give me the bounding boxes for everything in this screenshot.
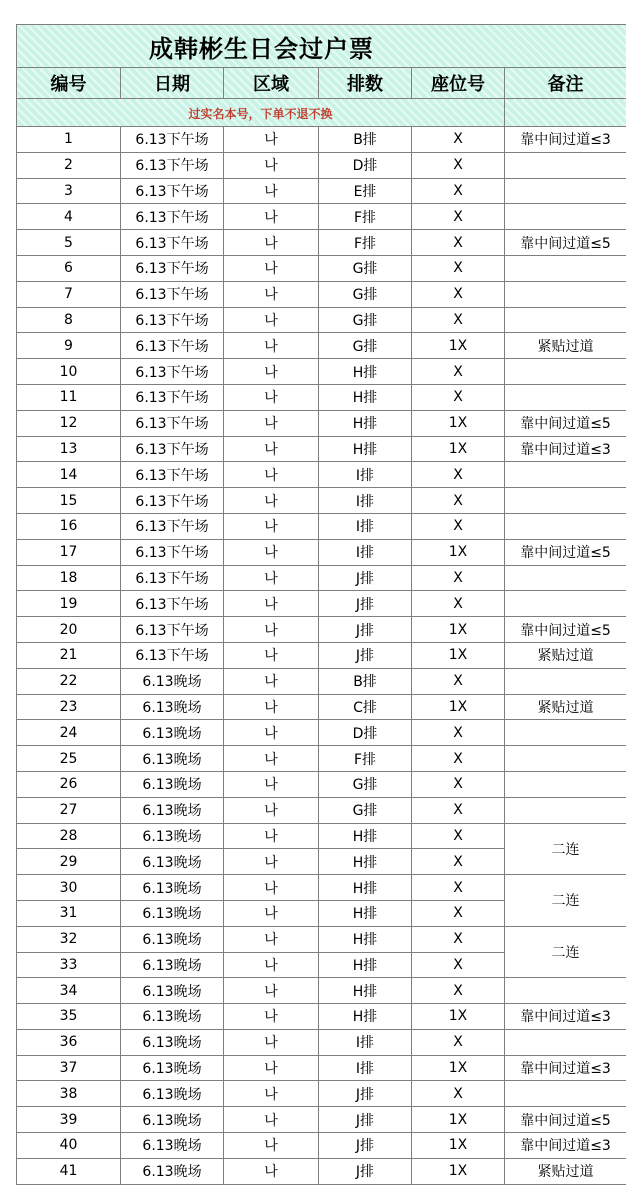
cell-seat: X: [412, 1029, 505, 1055]
cell-zone: 나: [224, 410, 319, 436]
cell-zone: 나: [224, 565, 319, 591]
cell-row: J排: [319, 617, 412, 643]
cell-date: 6.13晚场: [121, 1133, 224, 1159]
cell-note: [505, 668, 626, 694]
cell-zone: 나: [224, 333, 319, 359]
cell-note: 靠中间过道≤3: [505, 1055, 626, 1081]
cell-date: 6.13下午场: [121, 617, 224, 643]
cell-no: 12: [17, 410, 121, 436]
cell-row: I排: [319, 488, 412, 514]
cell-date: 6.13晚场: [121, 1055, 224, 1081]
cell-no: 2: [17, 152, 121, 178]
cell-date: 6.13晚场: [121, 900, 224, 926]
table-row: [17, 1081, 626, 1107]
cell-no: 25: [17, 746, 121, 772]
cell-seat: X: [412, 152, 505, 178]
cell-no: 40: [17, 1133, 121, 1159]
cell-note: [505, 771, 626, 797]
cell-note: 二连: [505, 823, 626, 875]
cell-zone: 나: [224, 1029, 319, 1055]
cell-seat: X: [412, 926, 505, 952]
table-row: [17, 720, 626, 746]
cell-zone: 나: [224, 823, 319, 849]
cell-zone: 나: [224, 694, 319, 720]
cell-date: 6.13下午场: [121, 333, 224, 359]
cell-seat: X: [412, 230, 505, 256]
cell-seat: X: [412, 255, 505, 281]
cell-row: I排: [319, 539, 412, 565]
cell-note: 二连: [505, 926, 626, 978]
cell-note: [505, 255, 626, 281]
ticket-sheet: [16, 24, 626, 1185]
cell-note: 靠中间过道≤3: [505, 436, 626, 462]
title-cell: [17, 25, 626, 68]
cell-note: 靠中间过道≤3: [505, 1133, 626, 1159]
header-no: 编号: [17, 68, 121, 99]
cell-no: 24: [17, 720, 121, 746]
cell-row: B排: [319, 127, 412, 153]
cell-date: 6.13晚场: [121, 875, 224, 901]
cell-no: 4: [17, 204, 121, 230]
cell-seat: 1X: [412, 642, 505, 668]
cell-zone: 나: [224, 230, 319, 256]
cell-zone: 나: [224, 900, 319, 926]
cell-no: 5: [17, 230, 121, 256]
cell-zone: 나: [224, 178, 319, 204]
cell-seat: X: [412, 771, 505, 797]
cell-no: 18: [17, 565, 121, 591]
cell-no: 41: [17, 1158, 121, 1184]
cell-note: 二连: [505, 875, 626, 927]
cell-date: 6.13晚场: [121, 746, 224, 772]
cell-no: 37: [17, 1055, 121, 1081]
cell-no: 19: [17, 591, 121, 617]
cell-note: [505, 204, 626, 230]
cell-no: 22: [17, 668, 121, 694]
cell-seat: X: [412, 797, 505, 823]
cell-date: 6.13晚场: [121, 720, 224, 746]
cell-no: 21: [17, 642, 121, 668]
cell-no: 32: [17, 926, 121, 952]
header-zone: 区域: [224, 68, 319, 99]
cell-no: 23: [17, 694, 121, 720]
cell-row: G排: [319, 307, 412, 333]
cell-zone: 나: [224, 617, 319, 643]
cell-seat: 1X: [412, 436, 505, 462]
cell-zone: 나: [224, 307, 319, 333]
table-row: [17, 462, 626, 488]
cell-date: 6.13下午场: [121, 178, 224, 204]
cell-note: 紧贴过道: [505, 333, 626, 359]
cell-no: 33: [17, 952, 121, 978]
cell-seat: 1X: [412, 1107, 505, 1133]
cell-date: 6.13下午场: [121, 204, 224, 230]
header-date: 日期: [121, 68, 224, 99]
cell-date: 6.13晚场: [121, 823, 224, 849]
cell-date: 6.13晚场: [121, 1107, 224, 1133]
table-row: [17, 359, 626, 385]
cell-note: [505, 1029, 626, 1055]
cell-date: 6.13晚场: [121, 1081, 224, 1107]
cell-row: H排: [319, 875, 412, 901]
cell-zone: 나: [224, 204, 319, 230]
table-row: [17, 204, 626, 230]
table-row: [17, 255, 626, 281]
cell-zone: 나: [224, 1081, 319, 1107]
cell-zone: 나: [224, 436, 319, 462]
cell-row: J排: [319, 565, 412, 591]
cell-note: 靠中间过道≤5: [505, 539, 626, 565]
cell-date: 6.13下午场: [121, 152, 224, 178]
cell-date: 6.13晚场: [121, 1158, 224, 1184]
table-row: [17, 488, 626, 514]
cell-no: 28: [17, 823, 121, 849]
cell-row: H排: [319, 849, 412, 875]
cell-zone: 나: [224, 127, 319, 153]
cell-seat: 1X: [412, 1004, 505, 1030]
cell-zone: 나: [224, 152, 319, 178]
cell-seat: X: [412, 668, 505, 694]
table-row: [17, 178, 626, 204]
cell-date: 6.13晚场: [121, 694, 224, 720]
cell-no: 17: [17, 539, 121, 565]
cell-date: 6.13晚场: [121, 952, 224, 978]
cell-seat: X: [412, 281, 505, 307]
cell-note: 靠中间过道≤3: [505, 127, 626, 153]
table-row: [17, 694, 626, 720]
cell-zone: 나: [224, 642, 319, 668]
cell-note: [505, 1081, 626, 1107]
cell-seat: 1X: [412, 694, 505, 720]
cell-seat: 1X: [412, 333, 505, 359]
cell-date: 6.13下午场: [121, 488, 224, 514]
table-row: [17, 127, 626, 153]
cell-date: 6.13下午场: [121, 462, 224, 488]
table-row: [17, 926, 626, 952]
cell-note: [505, 746, 626, 772]
cell-seat: X: [412, 204, 505, 230]
cell-no: 35: [17, 1004, 121, 1030]
cell-note: 靠中间过道≤5: [505, 617, 626, 643]
cell-zone: 나: [224, 1107, 319, 1133]
cell-date: 6.13晚场: [121, 797, 224, 823]
cell-no: 10: [17, 359, 121, 385]
cell-date: 6.13下午场: [121, 513, 224, 539]
cell-no: 9: [17, 333, 121, 359]
cell-date: 6.13下午场: [121, 281, 224, 307]
cell-row: H排: [319, 823, 412, 849]
cell-zone: 나: [224, 488, 319, 514]
table-row: [17, 1107, 626, 1133]
cell-note: [505, 462, 626, 488]
table-row: [17, 617, 626, 643]
cell-no: 7: [17, 281, 121, 307]
cell-seat: X: [412, 565, 505, 591]
cell-row: E排: [319, 178, 412, 204]
cell-no: 14: [17, 462, 121, 488]
cell-zone: 나: [224, 1158, 319, 1184]
cell-seat: X: [412, 849, 505, 875]
cell-row: J排: [319, 1158, 412, 1184]
table-row: [17, 436, 626, 462]
cell-row: G排: [319, 797, 412, 823]
cell-seat: X: [412, 488, 505, 514]
header-row: [17, 68, 626, 99]
cell-zone: 나: [224, 668, 319, 694]
ticket-rows: [17, 127, 626, 1185]
cell-note: [505, 591, 626, 617]
notice-text: 过实名本号，下单不退不换: [188, 107, 333, 121]
cell-zone: 나: [224, 978, 319, 1004]
cell-date: 6.13下午场: [121, 436, 224, 462]
cell-seat: X: [412, 1081, 505, 1107]
cell-no: 38: [17, 1081, 121, 1107]
cell-note: [505, 513, 626, 539]
cell-row: I排: [319, 513, 412, 539]
cell-date: 6.13晚场: [121, 926, 224, 952]
cell-seat: 1X: [412, 617, 505, 643]
cell-row: C排: [319, 694, 412, 720]
cell-note: 紧贴过道: [505, 642, 626, 668]
cell-row: H排: [319, 900, 412, 926]
cell-zone: 나: [224, 1055, 319, 1081]
table-row: [17, 1158, 626, 1184]
cell-zone: 나: [224, 1133, 319, 1159]
cell-zone: 나: [224, 875, 319, 901]
cell-zone: 나: [224, 591, 319, 617]
cell-date: 6.13晚场: [121, 849, 224, 875]
cell-seat: X: [412, 720, 505, 746]
cell-zone: 나: [224, 539, 319, 565]
cell-seat: 1X: [412, 1055, 505, 1081]
cell-no: 26: [17, 771, 121, 797]
cell-row: I排: [319, 462, 412, 488]
cell-seat: X: [412, 462, 505, 488]
cell-note: [505, 488, 626, 514]
table-row: [17, 539, 626, 565]
cell-date: 6.13下午场: [121, 642, 224, 668]
cell-seat: X: [412, 746, 505, 772]
cell-row: I排: [319, 1055, 412, 1081]
cell-zone: 나: [224, 926, 319, 952]
cell-note: [505, 978, 626, 1004]
table-row: [17, 746, 626, 772]
cell-note: 靠中间过道≤5: [505, 230, 626, 256]
cell-row: G排: [319, 281, 412, 307]
cell-no: 31: [17, 900, 121, 926]
cell-no: 1: [17, 127, 121, 153]
cell-zone: 나: [224, 1004, 319, 1030]
cell-no: 29: [17, 849, 121, 875]
cell-zone: 나: [224, 513, 319, 539]
cell-date: 6.13晚场: [121, 771, 224, 797]
cell-date: 6.13下午场: [121, 307, 224, 333]
cell-zone: 나: [224, 849, 319, 875]
cell-date: 6.13下午场: [121, 565, 224, 591]
cell-no: 36: [17, 1029, 121, 1055]
cell-no: 11: [17, 384, 121, 410]
cell-row: D排: [319, 720, 412, 746]
cell-no: 6: [17, 255, 121, 281]
cell-no: 13: [17, 436, 121, 462]
cell-date: 6.13下午场: [121, 230, 224, 256]
table-row: [17, 565, 626, 591]
cell-row: J排: [319, 642, 412, 668]
cell-row: H排: [319, 410, 412, 436]
cell-row: J排: [319, 591, 412, 617]
cell-no: 15: [17, 488, 121, 514]
header-note: 备注: [505, 68, 626, 99]
cell-date: 6.13晚场: [121, 1029, 224, 1055]
cell-zone: 나: [224, 281, 319, 307]
cell-note: 靠中间过道≤3: [505, 1004, 626, 1030]
cell-seat: X: [412, 591, 505, 617]
cell-zone: 나: [224, 720, 319, 746]
cell-row: F排: [319, 204, 412, 230]
cell-no: 27: [17, 797, 121, 823]
cell-no: 30: [17, 875, 121, 901]
cell-seat: X: [412, 900, 505, 926]
cell-row: H排: [319, 978, 412, 1004]
cell-note: 靠中间过道≤5: [505, 410, 626, 436]
table-row: [17, 410, 626, 436]
cell-note: 紧贴过道: [505, 1158, 626, 1184]
cell-zone: 나: [224, 797, 319, 823]
table-row: [17, 823, 626, 849]
cell-zone: 나: [224, 384, 319, 410]
header-row-number: 排数: [319, 68, 412, 99]
cell-note: [505, 797, 626, 823]
cell-note: [505, 152, 626, 178]
cell-row: H排: [319, 952, 412, 978]
cell-seat: X: [412, 823, 505, 849]
cell-date: 6.13下午场: [121, 539, 224, 565]
cell-note: [505, 178, 626, 204]
cell-no: 16: [17, 513, 121, 539]
ticket-table: [16, 24, 626, 1185]
cell-row: J排: [319, 1081, 412, 1107]
cell-note: 靠中间过道≤5: [505, 1107, 626, 1133]
cell-row: H排: [319, 436, 412, 462]
table-row: [17, 1004, 626, 1030]
cell-row: J排: [319, 1107, 412, 1133]
cell-seat: X: [412, 978, 505, 1004]
sheet-title: 成韩彬生日会过户票: [149, 34, 375, 63]
table-row: [17, 1133, 626, 1159]
cell-note: [505, 359, 626, 385]
cell-row: D排: [319, 152, 412, 178]
cell-note: 紧贴过道: [505, 694, 626, 720]
cell-note: [505, 307, 626, 333]
table-row: [17, 230, 626, 256]
table-row: [17, 333, 626, 359]
table-row: [17, 797, 626, 823]
cell-seat: X: [412, 875, 505, 901]
cell-row: B排: [319, 668, 412, 694]
cell-zone: 나: [224, 952, 319, 978]
cell-zone: 나: [224, 771, 319, 797]
cell-zone: 나: [224, 255, 319, 281]
cell-row: I排: [319, 1029, 412, 1055]
table-row: [17, 978, 626, 1004]
cell-note: [505, 720, 626, 746]
cell-seat: 1X: [412, 539, 505, 565]
cell-row: H排: [319, 384, 412, 410]
cell-seat: X: [412, 127, 505, 153]
table-row: [17, 384, 626, 410]
cell-zone: 나: [224, 746, 319, 772]
cell-date: 6.13晚场: [121, 668, 224, 694]
title-row: [17, 25, 626, 68]
table-row: [17, 771, 626, 797]
cell-no: 34: [17, 978, 121, 1004]
cell-row: G排: [319, 255, 412, 281]
cell-seat: X: [412, 384, 505, 410]
cell-row: G排: [319, 771, 412, 797]
cell-no: 3: [17, 178, 121, 204]
table-row: [17, 591, 626, 617]
cell-row: F排: [319, 746, 412, 772]
cell-note: [505, 281, 626, 307]
cell-date: 6.13下午场: [121, 359, 224, 385]
cell-row: H排: [319, 359, 412, 385]
cell-row: H排: [319, 926, 412, 952]
table-row: [17, 281, 626, 307]
cell-seat: X: [412, 359, 505, 385]
table-row: [17, 1029, 626, 1055]
table-row: [17, 513, 626, 539]
cell-no: 39: [17, 1107, 121, 1133]
header-seat: 座位号: [412, 68, 505, 99]
table-row: [17, 152, 626, 178]
cell-date: 6.13下午场: [121, 384, 224, 410]
cell-seat: 1X: [412, 1158, 505, 1184]
cell-seat: X: [412, 307, 505, 333]
cell-date: 6.13晚场: [121, 1004, 224, 1030]
cell-seat: X: [412, 952, 505, 978]
table-row: [17, 642, 626, 668]
cell-row: H排: [319, 1004, 412, 1030]
cell-seat: X: [412, 513, 505, 539]
cell-seat: X: [412, 178, 505, 204]
cell-no: 8: [17, 307, 121, 333]
cell-no: 20: [17, 617, 121, 643]
cell-zone: 나: [224, 359, 319, 385]
table-row: [17, 668, 626, 694]
cell-seat: 1X: [412, 410, 505, 436]
table-row: [17, 875, 626, 901]
cell-seat: 1X: [412, 1133, 505, 1159]
notice-cell: [17, 99, 505, 127]
table-row: [17, 1055, 626, 1081]
cell-note: [505, 384, 626, 410]
cell-date: 6.13下午场: [121, 591, 224, 617]
notice-row: [17, 99, 626, 127]
notice-empty-cell: [505, 99, 626, 127]
cell-date: 6.13下午场: [121, 410, 224, 436]
cell-note: [505, 565, 626, 591]
cell-date: 6.13下午场: [121, 127, 224, 153]
table-row: [17, 307, 626, 333]
cell-date: 6.13下午场: [121, 255, 224, 281]
cell-row: F排: [319, 230, 412, 256]
cell-zone: 나: [224, 462, 319, 488]
cell-row: J排: [319, 1133, 412, 1159]
cell-date: 6.13晚场: [121, 978, 224, 1004]
cell-row: G排: [319, 333, 412, 359]
